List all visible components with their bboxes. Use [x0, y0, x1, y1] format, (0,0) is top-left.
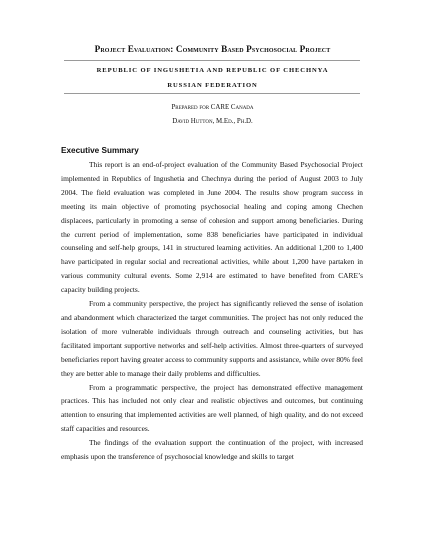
title-divider-top: [64, 60, 360, 61]
prepared-for-line: Prepared for CARE Canada: [171, 104, 254, 111]
author-line: David Hutton, M.Ed., Ph.D.: [172, 118, 253, 125]
subtitle-federation: RUSSIAN FEDERATION: [167, 82, 258, 89]
document-title: Project Evaluation: Community Based Psychosocial Project: [94, 44, 331, 54]
paragraph-2: From a community perspective, the project has significantly relieved the sense of isolation and abandonment which characterized the target communities. The project has not only reduced the isolation of more vulnerable individuals through outreach and counseling activities, but has facilitated important supportive networks and self-help activities. Almost three-quarters of surveyed beneficiaries report having greater access to community supports and assistance, while over 80% feel they are better able to manage their daily problems and difficulties.: [61, 299, 363, 378]
title-divider-bottom: [64, 93, 360, 94]
paragraph-3: From a programmatic perspective, the project has demonstrated effective management practices. This has included not only clear and realistic objectives and outcomes, but continuing attention to ensuring that implemented activities are well planned, of high quality, and do not exceed staff capacities and resources.: [61, 382, 363, 434]
subtitle-republics: REPUBLIC OF INGUSHETIA AND REPUBLIC OF CHECHNYA: [96, 67, 329, 74]
paragraph-1: This report is an end-of-project evaluation of the Community Based Psychosocial Project implemented in Republics of Ingushetia and Chechnya during the period of August 2003 to July 2004. The field evaluation was completed in June 2004. The results show program success in meeting its main objective of promoting psychosocial healing and coping among Chechen displacees, particularly in promoting a sense of cohesion and support among beneficiaries. During the current period of implementation, some 838 beneficiaries have participated in individual counseling and self-help groups, 141 in structured learning activities. An additional 1,200 to 1,400 have participated in regular social and recreational activities, while about 1,200 have partaken in various community cultural events. Some 2,914 are estimated to have benefited from CARE’s capacity building projects.: [61, 160, 363, 295]
section-body: [61, 158, 363, 464]
paragraph-4: The findings of the evaluation support the continuation of the project, with increased emphasis upon the transference of psychosocial knowledge and skills to target: [61, 438, 363, 462]
section-heading: Executive Summary: [61, 146, 139, 155]
